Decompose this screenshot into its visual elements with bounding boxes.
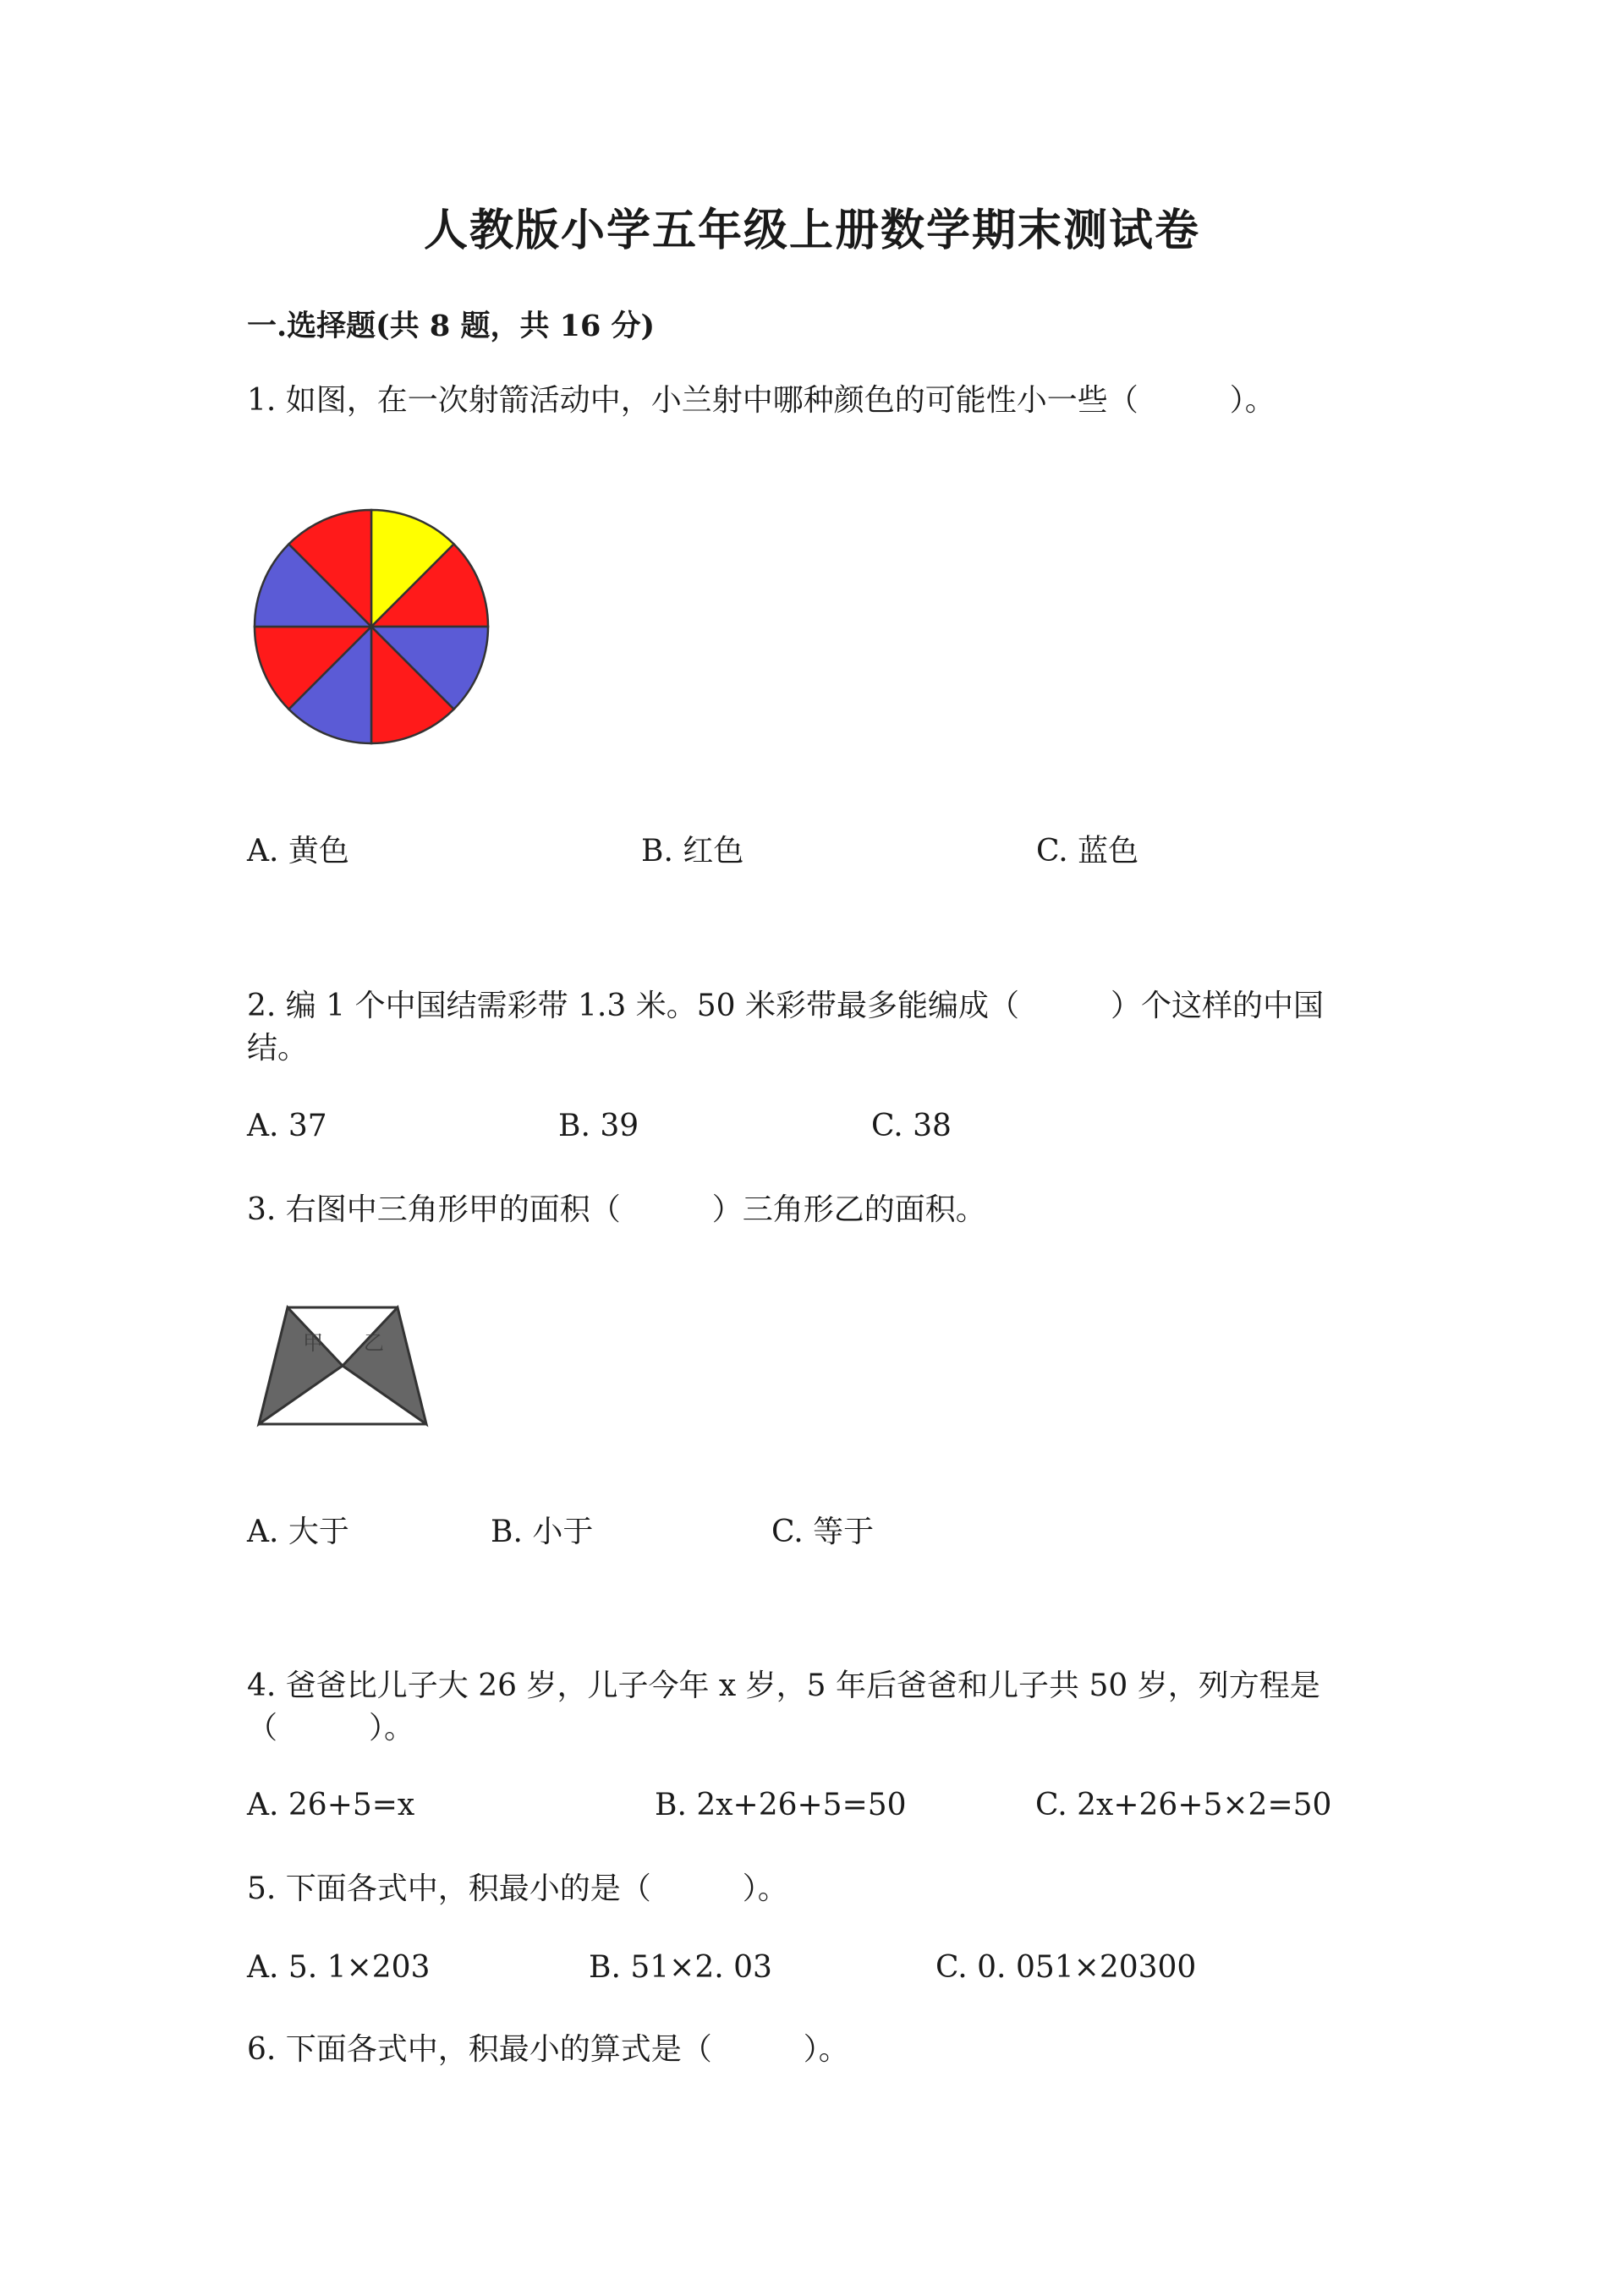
question-3-option-a[interactable]: A. 大于 (247, 1515, 349, 1549)
question-5-option-b[interactable]: B. 51×2. 03 (589, 1950, 772, 1985)
question-2-option-b[interactable]: B. 39 (558, 1109, 639, 1143)
triangle-yi (343, 1307, 426, 1424)
question-4-option-b[interactable]: B. 2x+26+5=50 (655, 1788, 907, 1822)
page-title: 人教版小学五年级上册数学期末测试卷 (423, 205, 1200, 256)
label-yi: 乙 (364, 1331, 384, 1355)
question-5-option-c[interactable]: C. 0. 051×20300 (935, 1950, 1197, 1985)
label-jia: 甲 (303, 1331, 323, 1355)
question-4-option-a[interactable]: A. 26+5=x (247, 1788, 415, 1822)
question-6-text: 6. 下面各式中，积最小的算式是（ ）。 (247, 2032, 849, 2067)
section-heading: 一.选择题(共 8 题，共 16 分) (247, 309, 656, 343)
question-2-text-line-1: 2. 编 1 个中国结需彩带 1.3 米。50 米彩带最多能编成（ ）个这样的中国 (247, 989, 1324, 1023)
question-2-option-c[interactable]: C. 38 (871, 1109, 952, 1143)
question-4-option-c[interactable]: C. 2x+26+5×2=50 (1035, 1788, 1332, 1822)
question-3-option-b[interactable]: B. 小于 (491, 1515, 594, 1549)
question-1-text: 1. 如图，在一次射箭活动中，小兰射中哪种颜色的可能性小一些（ ）。 (247, 383, 1276, 418)
question-1-option-a[interactable]: A. 黄色 (247, 834, 349, 869)
question-2-option-a[interactable]: A. 37 (247, 1109, 327, 1143)
question-1-option-b[interactable]: B. 红色 (641, 834, 744, 869)
question-5-option-a[interactable]: A. 5. 1×203 (247, 1950, 431, 1985)
question-2-text-line-2: 结。 (247, 1031, 309, 1066)
question-4-text-line-1: 4. 爸爸比儿子大 26 岁，儿子今年 x 岁，5 年后爸爸和儿子共 50 岁，列方程是 (247, 1669, 1320, 1703)
target-pie-figure (250, 506, 492, 748)
question-4-text-line-2: （ ）。 (247, 1711, 415, 1745)
question-1-option-c[interactable]: C. 蓝色 (1036, 834, 1139, 869)
question-5-text: 5. 下面各式中，积最小的是（ ）。 (247, 1871, 788, 1906)
triangle-jia (259, 1307, 343, 1424)
question-3-option-c[interactable]: C. 等于 (771, 1515, 875, 1549)
bowtie-triangles-figure (254, 1302, 431, 1429)
question-3-text: 3. 右图中三角形甲的面积（ ）三角形乙的面积。 (247, 1192, 986, 1227)
